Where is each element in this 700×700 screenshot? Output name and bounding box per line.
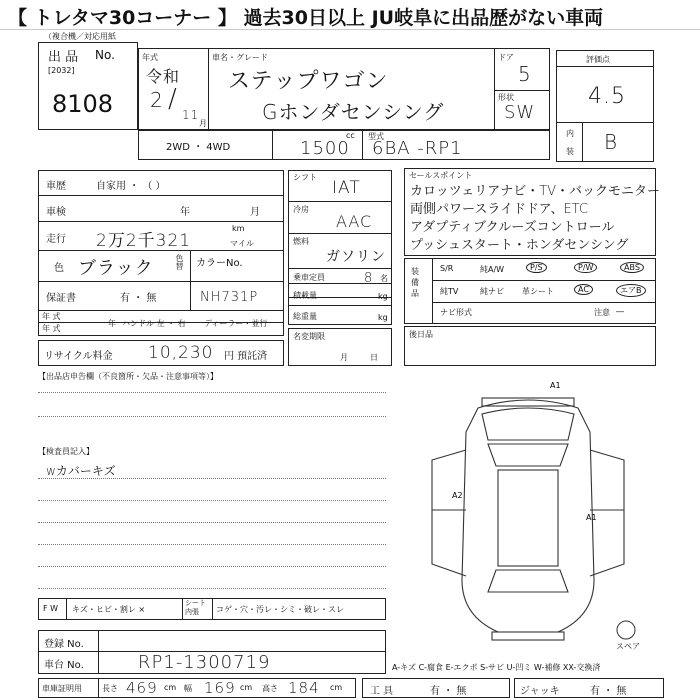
score-value: 4.5 <box>588 84 626 109</box>
load-label: 積載量 <box>293 291 317 300</box>
inspector-note: wカバーキズ <box>46 464 116 478</box>
colorno-label: カラーNo. <box>196 258 243 269</box>
inspection-month: 月 <box>250 207 260 218</box>
height-value: 184 <box>288 679 320 697</box>
fuel-label: 燃料 <box>293 237 309 246</box>
banner <box>0 0 700 30</box>
spec-row1: 年 式 <box>42 312 61 321</box>
height-cm: cm <box>330 683 343 692</box>
len-label: 長さ <box>102 684 118 693</box>
spec-dealer: ディーラー・並行 <box>204 319 268 328</box>
equip-label: 装備品 <box>411 267 419 298</box>
car-left-side <box>432 450 466 576</box>
fw-label: F W <box>43 604 59 613</box>
mileage-value: 2万2千321 <box>96 231 192 251</box>
equip-r1-3: P/W <box>574 262 597 273</box>
grade: Gホンダセンシング <box>262 100 445 124</box>
gross-label: 総重量 <box>293 312 317 321</box>
diagram-mark-1: A1 <box>550 381 561 390</box>
recycle-label: リサイクル料金 <box>44 351 113 362</box>
diagram-mark-3: A1 <box>586 513 597 522</box>
car-windshield <box>488 444 568 466</box>
shift-value: IAT <box>332 178 361 198</box>
spec-row2: 年 式 <box>42 324 61 333</box>
load-unit: kg <box>378 292 388 301</box>
shape-label: 形状 <box>498 93 514 102</box>
regchange-unit: 月日 <box>340 353 400 362</box>
interior-label1: 内 <box>566 129 574 138</box>
year-label: 年式 <box>142 53 158 62</box>
car-name: ステップワゴン <box>228 69 389 94</box>
shape-value: SW <box>504 102 536 123</box>
mileage-label: 走行 <box>46 234 66 245</box>
car-diagram <box>408 380 648 650</box>
chassis-value: RP1-1300719 <box>138 652 271 673</box>
equip-r1-4: ABS <box>620 262 644 273</box>
car-rear-window <box>488 570 568 592</box>
points-line-1: カロッツェリアナビ・TV・バックモニター <box>410 184 661 199</box>
recycle-value: 10,230 <box>148 343 214 363</box>
car-body-outline <box>462 400 594 632</box>
banner-text: 【 トレタマ30コーナー 】 過去30日以上 JU岐阜に出品歴がない車両 <box>8 7 604 29</box>
seat-label: シート 内張 <box>185 599 206 616</box>
door-label: ドア <box>498 53 514 62</box>
inspector-title: 【検査員記入】 <box>38 447 94 456</box>
car-rear-bumper <box>492 632 564 640</box>
color-value: ブラック <box>78 258 154 279</box>
navi-type: ナビ形式 <box>440 308 472 317</box>
chassis-label: 車台 No. <box>44 660 84 671</box>
seat-value: コゲ・穴・汚レ・シミ・破レ・スレ <box>216 605 344 614</box>
equip-r1-0: S/R <box>440 264 454 273</box>
tools-value: 有 ・ 無 <box>430 686 467 697</box>
points-label: セールスポイント <box>409 171 473 180</box>
cc-value: 1500 <box>300 138 350 159</box>
year-slash: / <box>168 84 178 114</box>
drive-label: 2WD ・ 4WD <box>166 142 231 153</box>
mileage-unit: km <box>232 224 245 233</box>
spare-label: スペア <box>616 642 640 651</box>
legend: A-キズ C-腐食 E-エクボ S-サビ U-凹ミ W-補修 XX-交換済 <box>392 663 601 672</box>
warranty-label: 保証書 <box>46 293 76 304</box>
jack-value: 有 ・ 無 <box>590 686 627 697</box>
history-label: 車歴 <box>46 181 66 192</box>
points-line-2: 両側パワースライドドア、ETC <box>410 202 589 217</box>
mileage-unit2: マイル <box>230 239 254 248</box>
type-label: 型式 <box>368 132 384 141</box>
width-value: 169 <box>204 679 236 697</box>
fuel-value: ガソリン <box>326 249 386 265</box>
score-label: 評価点 <box>586 55 610 64</box>
subnote: （複合機／対応用紙 <box>44 32 116 41</box>
gross-unit: kg <box>378 313 388 322</box>
height-label: 高さ <box>262 684 278 693</box>
spec-handle: ハンドル 左 ・ 右 <box>122 319 186 328</box>
spare-circle <box>617 621 635 639</box>
capacity-value: 8 <box>364 271 374 286</box>
fw-value: キズ・ヒビ・割レ × <box>72 605 146 614</box>
regchange-label: 名変期限 <box>293 332 325 341</box>
interior-label2: 装 <box>566 147 574 156</box>
len-cm: cm <box>164 683 177 692</box>
notes2-box <box>404 326 656 366</box>
equip-r1-2: P/S <box>526 262 547 273</box>
jack-label: ジャッキ <box>520 686 560 697</box>
equip-r2-1: 純ナビ <box>480 287 504 296</box>
colorno-value: NH731P <box>200 290 259 305</box>
equip-r2-2: 革シート <box>522 287 554 296</box>
equip-r2-0: 純TV <box>440 287 459 296</box>
lot-number: 8108 <box>52 90 114 118</box>
tools-label: 工 具 <box>370 686 394 697</box>
month-unit: 月 <box>199 119 207 128</box>
color-label: 色 <box>54 263 64 274</box>
inspection-label: 車検 <box>46 207 66 218</box>
note-value: ― <box>616 307 624 316</box>
capacity-unit: 名 <box>380 274 388 283</box>
len-value: 469 <box>126 679 158 697</box>
month: 11 <box>182 108 200 122</box>
equip-r1-1: 純A/W <box>480 265 505 274</box>
ac-label: 冷房 <box>293 205 309 214</box>
lot-label: 出 品 <box>48 50 79 65</box>
car-roof <box>498 470 558 566</box>
no-label: No. <box>95 48 115 62</box>
color-sub: 色替 <box>175 254 184 270</box>
note-label: 注意 <box>594 308 610 317</box>
capacity-label: 乗車定員 <box>293 273 325 282</box>
cert-label: 車庫証明用 <box>42 684 82 693</box>
cc-unit: cc <box>346 131 355 140</box>
width-cm: cm <box>240 683 253 692</box>
warranty-value: 有 ・ 無 <box>120 293 157 304</box>
points-line-3: アダプティブクルーズコントロール <box>410 220 615 235</box>
recycle-unit: 円 預託済 <box>224 351 268 362</box>
reg-label: 登録 No. <box>44 639 84 650</box>
ac-value: AAC <box>336 212 373 231</box>
car-hood <box>482 408 574 440</box>
history-value: 自家用 ・ （ ） <box>96 181 166 192</box>
door-value: 5 <box>518 62 532 86</box>
year: 2 <box>150 88 164 112</box>
inspection-year: 年 <box>180 207 190 218</box>
equip-r2-3: AC <box>574 284 593 295</box>
shift-label: シフト <box>293 173 317 182</box>
notes2-label: 後日品 <box>409 330 433 339</box>
width-label: 幅 <box>184 684 192 693</box>
spec-year: 年 <box>108 319 116 328</box>
equip-r2-4: エアB <box>616 284 646 297</box>
type-value: 6BA -RP1 <box>372 138 463 159</box>
interior-value: B <box>604 130 619 154</box>
car-front-bumper <box>482 398 574 406</box>
era: 令和 <box>146 67 181 86</box>
lot-small: [2032] <box>48 66 75 75</box>
name-label: 車名・グレード <box>212 53 268 62</box>
points-line-4: プッシュスタート・ホンダセンシング <box>410 238 629 253</box>
diagram-mark-2: A2 <box>452 491 463 500</box>
seller-title: 【出品店申告欄（不良箇所・欠品・注意事項等）】 <box>38 372 218 381</box>
